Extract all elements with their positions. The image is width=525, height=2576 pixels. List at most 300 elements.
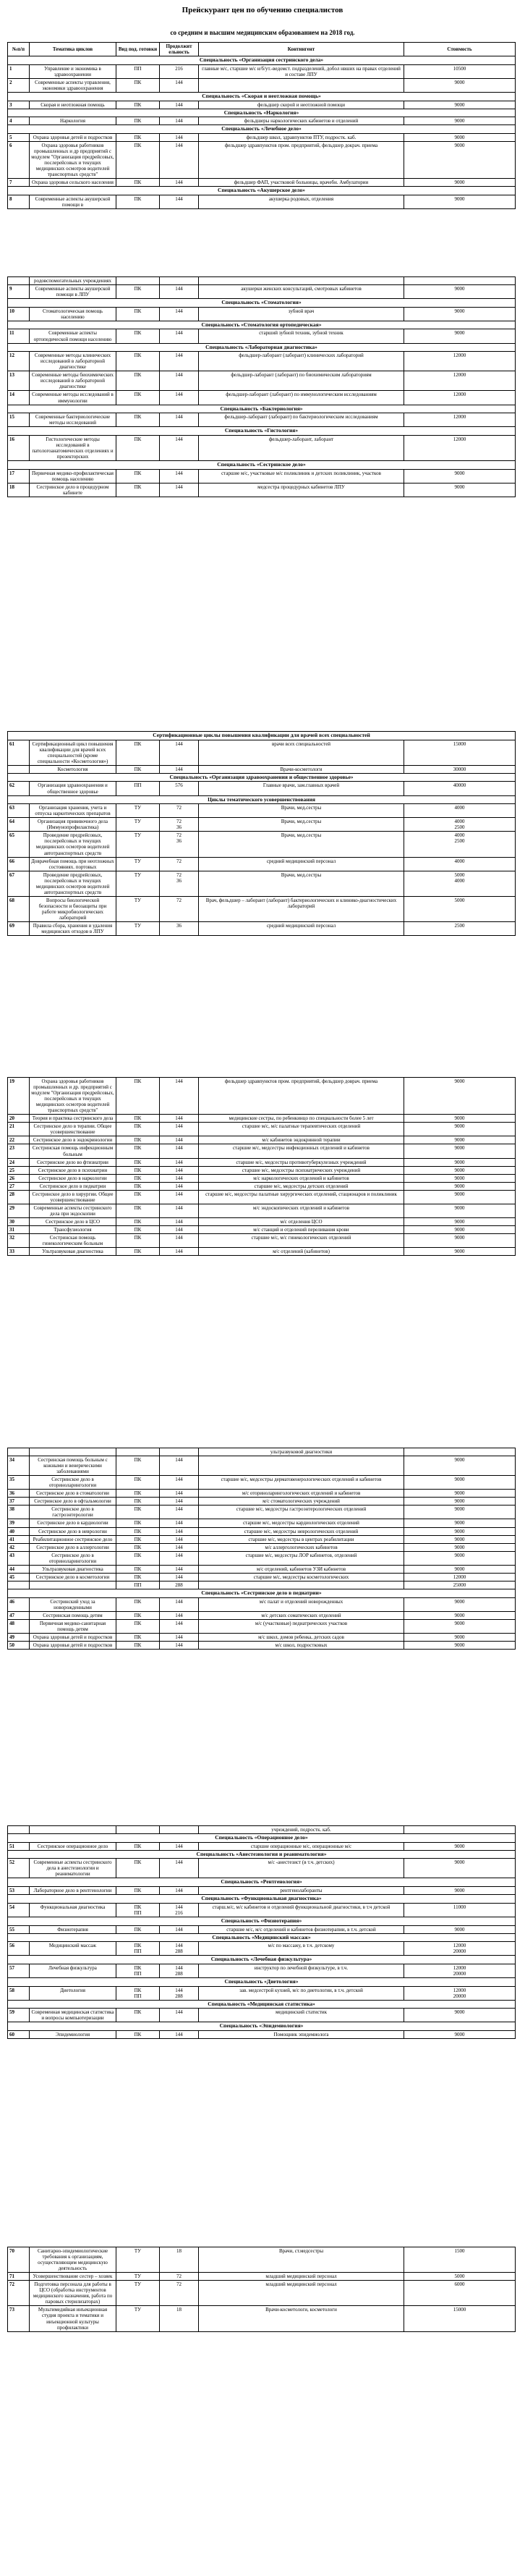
cell-topic: Физиотерапия <box>30 1925 116 1933</box>
table-row <box>8 1527 516 1535</box>
cell-contingent <box>199 1456 404 1476</box>
table-row <box>8 195 516 208</box>
cell-training-type: ПК <box>116 1519 160 1527</box>
cell-topic: Усовершенствование сестер – хозяек <box>30 2273 116 2281</box>
cell-contingent: м/с школ, домов ребенка, детских садов <box>199 1633 404 1641</box>
cell-number: 23 <box>8 1144 30 1158</box>
cell-cost: 9000 <box>404 1217 516 1225</box>
cell-number: 56 <box>8 1942 30 1956</box>
cell-number: 22 <box>8 1136 30 1144</box>
cell-duration: 144 <box>160 307 199 321</box>
cell-number: 73 <box>8 2306 30 2331</box>
cell-cost: 9000 <box>404 1115 516 1123</box>
cell-duration: 144 <box>160 371 199 391</box>
cell-training-type: ПК <box>116 1859 160 1878</box>
section-title: Специальность «Бактериология» <box>8 405 516 413</box>
cell-contingent: старшие м/с, медсестры кардиологических отделений <box>199 1519 404 1527</box>
cell-training-type: ТУ <box>116 896 160 921</box>
cell-duration: 72 <box>160 2281 199 2306</box>
cell-topic: Сестринское дело в терапии. Общее усовершенствование <box>30 1123 116 1136</box>
column-header: Стоимость <box>404 43 516 56</box>
cell-topic: Сестринское дело в хирургии. Общее усовершенствование <box>30 1190 116 1204</box>
cell-number: 60 <box>8 2031 30 2039</box>
cell-duration: 216 <box>160 64 199 78</box>
cell-training-type: ПК <box>116 117 160 125</box>
cell-number: 53 <box>8 1887 30 1895</box>
cell-cost: 12000 20000 <box>404 1986 516 2000</box>
cell-duration: 144 288 <box>160 1986 199 2000</box>
cell-topic: Сестринское дело в аллергологии <box>30 1543 116 1551</box>
cell-topic: Сестринское дело в косметологии <box>30 1573 116 1581</box>
section-title: Специальность «Сестринское дело в педиатрии» <box>8 1589 516 1597</box>
section-header-row <box>8 1834 516 1843</box>
cell-training-type: ПК ПП <box>116 1986 160 2000</box>
cell-cost: 9000 <box>404 1234 516 1248</box>
cell-number: 42 <box>8 1543 30 1551</box>
cell-number: 20 <box>8 1115 30 1123</box>
cell-duration: 144 <box>160 435 199 460</box>
cell-training-type: ПК <box>116 1565 160 1573</box>
cell-contingent: Главные врачи, зам.главных врачей <box>199 782 404 795</box>
table-row <box>8 285 516 299</box>
cell-topic: Современные аспекты акушерской помощи в ЛПУ <box>30 285 116 299</box>
cell-duration: 144 <box>160 1551 199 1565</box>
cell-topic: Первичная медико-профилактическая помощь населению <box>30 469 116 483</box>
cell-topic: Эпидемиология <box>30 2031 116 2039</box>
price-table <box>7 1825 516 2039</box>
cell-contingent: м/с детских соматических отделений <box>199 1611 404 1619</box>
section-title: Специальность «Сестринское дело» <box>8 461 516 470</box>
cell-topic: Организация хранения, учета и отпуска наркотических препаратов <box>30 804 116 818</box>
cell-contingent: зубной врач <box>199 307 404 321</box>
cell-training-type: ПК <box>116 1619 160 1633</box>
cell-training-type: ТУ <box>116 818 160 832</box>
cell-topic: Сестринское дело в офтальмологии <box>30 1498 116 1506</box>
cell-cost <box>404 1826 516 1834</box>
section-title: Специальность «Стоматология ортопедическая» <box>8 321 516 329</box>
cell-cost: 9000 <box>404 1535 516 1543</box>
cell-duration: 144 <box>160 285 199 299</box>
cell-contingent: Врачи, ст.медсестры <box>199 2247 404 2273</box>
cell-contingent: старшие м/с, участковые м/с поликлиник и детских поликлиник, участков <box>199 469 404 483</box>
cell-cost: 9000 <box>404 1166 516 1174</box>
cell-training-type: ПК <box>116 435 160 460</box>
cell-cost: 9000 <box>404 1248 516 1256</box>
table-row <box>8 1925 516 1933</box>
cell-cost: 9000 <box>404 1506 516 1519</box>
cell-cost: 9000 <box>404 285 516 299</box>
cell-topic: Сестринское дело во фтизиатрии <box>30 1158 116 1166</box>
table-row <box>8 1964 516 1977</box>
cell-topic: Трансфузиология <box>30 1225 116 1233</box>
cell-topic: Современные аспекты акушерской помощи в <box>30 195 116 208</box>
cell-training-type: ПК <box>116 1456 160 1476</box>
table-row <box>8 1225 516 1233</box>
cell-number: 71 <box>8 2273 30 2281</box>
cell-cost: 12000 <box>404 371 516 391</box>
cell-cost: 9000 <box>404 1925 516 1933</box>
cell-contingent: средний медицинский персонал <box>199 857 404 871</box>
cell-duration: 288 <box>160 1581 199 1589</box>
cell-duration: 144 <box>160 2031 199 2039</box>
cell-number: 9 <box>8 285 30 299</box>
table-row <box>8 1115 516 1123</box>
cell-training-type: ПК ПП <box>116 1903 160 1917</box>
table-row <box>8 352 516 371</box>
cell-contingent: старшие м/с, м/с отделений и кабинетов физиотерапии, в т.ч. детской <box>199 1925 404 1933</box>
cell-contingent: медицинские сестры, по ребенкинцо по специальности более 5 лет <box>199 1115 404 1123</box>
cell-training-type: ПК <box>116 1543 160 1551</box>
cell-duration: 144 <box>160 469 199 483</box>
cell-contingent: фельдшер-лаборант (лаборант) по биохимическим лабораториям <box>199 371 404 391</box>
cell-topic <box>30 1448 116 1456</box>
cell-cost: 12000 20000 <box>404 1942 516 1956</box>
cell-duration: 144 <box>160 1887 199 1895</box>
cell-training-type: ПК <box>116 2009 160 2022</box>
section-title: Специальность «Лечебное дело» <box>8 125 516 134</box>
table-row <box>8 435 516 460</box>
cell-number: 3 <box>8 101 30 109</box>
section-title: Специальность «Организация здравоохранения и общественное здоровье» <box>8 773 516 782</box>
table-row <box>8 857 516 871</box>
cell-cost: 4000 <box>404 857 516 871</box>
cell-cost: 9000 <box>404 1123 516 1136</box>
cell-number: 63 <box>8 804 30 818</box>
cell-topic: Сестринское дело в процедурном кабинете <box>30 483 116 497</box>
cell-contingent: фельдшер здравпунктов пром. предприятий, фельдшер докрач. приема <box>199 141 404 178</box>
cell-contingent: инструктор по лечебной физкультуре, в т.ч. <box>199 1964 404 1977</box>
table-row <box>8 1619 516 1633</box>
table-row <box>8 2031 516 2039</box>
table-row <box>8 1887 516 1895</box>
cell-training-type: ПК <box>116 1633 160 1641</box>
cell-topic: Современные методы биохимических исследований в лабораторной диагностике <box>30 371 116 391</box>
cell-training-type: ПК <box>116 740 160 765</box>
table-row <box>8 922 516 936</box>
cell-duration <box>160 277 199 285</box>
cell-cost: 9000 <box>404 1144 516 1158</box>
cell-topic: Теория и практика сестринского дела <box>30 1115 116 1123</box>
section-header-row <box>8 109 516 117</box>
section-header-row <box>8 405 516 413</box>
table-row <box>8 1581 516 1589</box>
cell-cost: 9000 <box>404 1498 516 1506</box>
cell-duration: 72 36 <box>160 871 199 896</box>
cell-contingent: фельдшеры наркологических кабинетов и отделений <box>199 117 404 125</box>
column-header: Продолжит ельность <box>160 43 199 56</box>
cell-duration: 144 <box>160 101 199 109</box>
cell-topic: Стоматологическая помощь населению <box>30 307 116 321</box>
table-row <box>8 1248 516 1256</box>
cell-cost: 11000 <box>404 1903 516 1917</box>
cell-contingent: м/с отделений, кабинетов УЗИ кабинетов <box>199 1565 404 1573</box>
cell-topic: Скорая и неотложная помощь <box>30 101 116 109</box>
cell-training-type: ТУ <box>116 857 160 871</box>
cell-cost: 5000 <box>404 2273 516 2281</box>
cell-cost: 25000 <box>404 1581 516 1589</box>
cell-contingent: главные м/с, старшие м/с и/б/ут.-ведомст. подразделений, добол нвших на правах отделений и составе ЛПУ <box>199 64 404 78</box>
cell-number: 38 <box>8 1506 30 1519</box>
cell-training-type: ТУ <box>116 2273 160 2281</box>
cell-duration: 144 <box>160 1225 199 1233</box>
cell-number: 2 <box>8 78 30 92</box>
cell-contingent: фельдшер-лаборант (лаборант) по иммунологическим исследованиям <box>199 391 404 405</box>
table-row <box>8 1498 516 1506</box>
cell-topic: Сестринское дело в наркологии <box>30 1174 116 1182</box>
column-header: Вид под. готовки <box>116 43 160 56</box>
cell-cost: 6000 <box>404 2281 516 2306</box>
cell-contingent: старш.м/с, м/с кабинетов и отделений функциональной диагностики, в т.ч детской <box>199 1903 404 1917</box>
cell-number: 36 <box>8 1490 30 1498</box>
cell-training-type: ПК <box>116 413 160 427</box>
cell-topic: родовспомогательных учреждениях <box>30 277 116 285</box>
cell-topic: Ультразвуковая диагностика <box>30 1565 116 1573</box>
cell-cost: 2500 <box>404 922 516 936</box>
section-header-row <box>8 1878 516 1887</box>
section-header-row <box>8 732 516 740</box>
cell-topic: Лабораторное дело в рентгенологии <box>30 1887 116 1895</box>
cell-cost: 9000 <box>404 1565 516 1573</box>
cell-number <box>8 1448 30 1456</box>
cell-number <box>8 1826 30 1834</box>
cell-cost: 9000 <box>404 1519 516 1527</box>
cell-number: 39 <box>8 1519 30 1527</box>
cell-cost: 4000 2500 <box>404 832 516 857</box>
cell-contingent: старшие м/с, медсестры противотуберкулезных учреждений <box>199 1158 404 1166</box>
cell-topic: Охрана здоровья сельского населения <box>30 179 116 187</box>
cell-number: 65 <box>8 832 30 857</box>
cell-topic: Охрана здоровья детей и подростков <box>30 1633 116 1641</box>
table-row <box>8 2281 516 2306</box>
cell-cost: 9000 <box>404 483 516 497</box>
table-row <box>8 782 516 795</box>
cell-cost: 9000 <box>404 469 516 483</box>
cell-duration: 144 <box>160 1565 199 1573</box>
cell-cost: 9000 <box>404 1859 516 1878</box>
cell-training-type: ПК ПП <box>116 1942 160 1956</box>
cell-number <box>8 277 30 285</box>
cell-cost: 9000 <box>404 133 516 141</box>
cell-number: 1 <box>8 64 30 78</box>
cell-cost: 9000 <box>404 1190 516 1204</box>
cell-number: 69 <box>8 922 30 936</box>
table-row <box>8 469 516 483</box>
cell-duration: 144 <box>160 329 199 343</box>
cell-contingent: старшие м/с, медсестры ЛОР кабинетов, отделений <box>199 1551 404 1565</box>
cell-number: 16 <box>8 435 30 460</box>
cell-cost <box>404 1448 516 1456</box>
cell-duration: 144 <box>160 1456 199 1476</box>
cell-contingent: младший медицинский персонал <box>199 2273 404 2281</box>
cell-contingent: средний медицинский персонал <box>199 922 404 936</box>
cell-topic: Сестринское дело в кардиологии <box>30 1519 116 1527</box>
cell-duration: 144 <box>160 1174 199 1182</box>
cell-number: 64 <box>8 818 30 832</box>
table-row <box>8 1490 516 1498</box>
section-title: Специальность «Рентгенология» <box>8 1878 516 1887</box>
cell-training-type: ПК <box>116 1115 160 1123</box>
cell-topic: Охрана здоровья детей и подростков <box>30 133 116 141</box>
cell-cost: 12000 <box>404 1573 516 1581</box>
cell-number: 58 <box>8 1986 30 2000</box>
cell-duration: 144 <box>160 1158 199 1166</box>
cell-cost: 5000 <box>404 896 516 921</box>
cell-topic: Сестринская помощь гинекологическим больным <box>30 1234 116 1248</box>
cell-number: 18 <box>8 483 30 497</box>
cell-contingent: фельдшер школ, здравпунктов ПТУ, подростк. каб. <box>199 133 404 141</box>
cell-duration: 144 <box>160 2009 199 2022</box>
table-row <box>8 1506 516 1519</box>
cell-number: 61 <box>8 740 30 765</box>
cell-number: 24 <box>8 1158 30 1166</box>
section-header-row <box>8 795 516 804</box>
cell-training-type: ПК <box>116 1248 160 1256</box>
cell-number: 49 <box>8 1633 30 1641</box>
section-title: Специальность «Эпидемиология» <box>8 2022 516 2031</box>
cell-cost <box>404 277 516 285</box>
cell-training-type: ТУ <box>116 804 160 818</box>
cell-cost: 10500 <box>404 64 516 78</box>
cell-contingent: м/с отделения ЦСО <box>199 1217 404 1225</box>
cell-topic: Косметология <box>30 765 116 773</box>
cell-duration: 144 <box>160 1519 199 1527</box>
table-row <box>8 371 516 391</box>
cell-cost: 12000 <box>404 435 516 460</box>
cell-number: 51 <box>8 1842 30 1850</box>
cell-contingent: м/с -анестезист (в т.ч. детских) <box>199 1859 404 1878</box>
cell-duration: 144 <box>160 1619 199 1633</box>
table-row <box>8 1986 516 2000</box>
table-row <box>8 1078 516 1115</box>
cell-duration: 144 <box>160 1248 199 1256</box>
table-row <box>8 1144 516 1158</box>
cell-duration: 144 <box>160 1217 199 1225</box>
cell-cost: 9000 <box>404 179 516 187</box>
section-header-row <box>8 1977 516 1986</box>
section-header-row <box>8 321 516 329</box>
cell-topic <box>30 1581 116 1589</box>
cell-cost: 9000 <box>404 1182 516 1190</box>
table-row <box>8 64 516 78</box>
cell-contingent: м/с палат и отделений новорожденных <box>199 1597 404 1611</box>
cell-duration: 144 <box>160 1597 199 1611</box>
cell-contingent: м/с кабинетов эндокринной терапии <box>199 1136 404 1144</box>
cell-number: 5 <box>8 133 30 141</box>
cell-training-type: ПК <box>116 1217 160 1225</box>
cell-duration: 144 <box>160 740 199 765</box>
price-table <box>7 42 516 209</box>
table-row <box>8 141 516 178</box>
document-subtitle: со средним и высшим медицинским образованием на 2018 год. <box>170 29 355 36</box>
cell-training-type: ПК <box>116 352 160 371</box>
cell-contingent: фельдшер-лаборант (лаборант) клинических лабораторий <box>199 352 404 371</box>
table-row <box>8 871 516 896</box>
table-row <box>8 896 516 921</box>
table-row <box>8 78 516 92</box>
cell-number: 44 <box>8 1565 30 1573</box>
table-row <box>8 101 516 109</box>
cell-number: 57 <box>8 1964 30 1977</box>
section-header-row <box>8 1589 516 1597</box>
section-header-row <box>8 1895 516 1904</box>
cell-duration: 144 <box>160 1506 199 1519</box>
cell-training-type: ПК <box>116 1078 160 1115</box>
cell-training-type: ПК <box>116 141 160 178</box>
cell-training-type: ПК <box>116 1498 160 1506</box>
table-row <box>8 1456 516 1476</box>
cell-contingent: рентгенолаборанты <box>199 1887 404 1895</box>
section-header-row <box>8 343 516 352</box>
cell-contingent: старшие м/с, м/с палатные терапевтических отделений <box>199 1123 404 1136</box>
cell-training-type: ПК <box>116 1597 160 1611</box>
table-row <box>8 483 516 497</box>
cell-number: 47 <box>8 1611 30 1619</box>
cell-topic: Наркология <box>30 117 116 125</box>
cell-contingent: ультразвуковой диагностики <box>199 1448 404 1456</box>
cell-duration: 144 <box>160 1234 199 1248</box>
cell-number: 41 <box>8 1535 30 1543</box>
cell-training-type: ПК <box>116 1535 160 1543</box>
cell-number: 66 <box>8 857 30 871</box>
cell-duration: 144 <box>160 1573 199 1581</box>
cell-duration: 144 <box>160 1204 199 1217</box>
cell-topic: Доврачебная помощь при неотложных состояниях. портовых <box>30 857 116 871</box>
cell-contingent: м/с отделений (кабинетов) <box>199 1248 404 1256</box>
cell-number: 37 <box>8 1498 30 1506</box>
cell-duration: 576 <box>160 782 199 795</box>
cell-training-type: ПК <box>116 1641 160 1649</box>
cell-duration <box>160 1448 199 1456</box>
cell-number: 14 <box>8 391 30 405</box>
cell-number: 70 <box>8 2247 30 2273</box>
cell-topic: Охрана здоровья работников промышленных и др предприятий с модулем "Организация предрейсовых, послерейсовых и текущих медицинских осмотров водителей транспортных средств" <box>30 141 116 178</box>
table-row <box>8 1476 516 1490</box>
cell-topic: Современные аспекты ортопедической помощи населению <box>30 329 116 343</box>
cell-duration: 144 288 <box>160 1942 199 1956</box>
cell-training-type: ПК <box>116 329 160 343</box>
cell-number: 28 <box>8 1190 30 1204</box>
cell-contingent <box>199 78 404 92</box>
cell-training-type: ПК <box>116 1506 160 1519</box>
cell-contingent: Врачи, мед.сестры <box>199 818 404 832</box>
cell-topic: Функциональная диагностика <box>30 1903 116 1917</box>
cell-duration: 144 <box>160 1498 199 1506</box>
cell-cost: 9000 <box>404 1641 516 1649</box>
table-row <box>8 740 516 765</box>
cell-contingent: старшие м/с, медсестры инфекционных отделений и кабинетов <box>199 1144 404 1158</box>
cell-cost: 9000 <box>404 78 516 92</box>
cell-topic: Ультразвуковая диагностика <box>30 1248 116 1256</box>
cell-training-type: ПК <box>116 1925 160 1933</box>
cell-cost: 9000 <box>404 1174 516 1182</box>
cell-topic: Сестринское операционное дело <box>30 1842 116 1850</box>
cell-duration: 144 <box>160 1527 199 1535</box>
cell-contingent: Врачи, мед.сестры <box>199 832 404 857</box>
cell-duration: 144 <box>160 1535 199 1543</box>
table-row <box>8 117 516 125</box>
cell-topic: Сестринская помощь инфекционным больным <box>30 1144 116 1158</box>
table-row <box>8 1136 516 1144</box>
cell-contingent: старшие м/с, медсестры в центрах реабилитации <box>199 1535 404 1543</box>
cell-training-type: ТУ <box>116 871 160 896</box>
cell-duration: 144 <box>160 1115 199 1123</box>
cell-cost: 4000 <box>404 804 516 818</box>
table-row <box>8 329 516 343</box>
cell-cost: 9000 <box>404 195 516 208</box>
cell-duration: 144 <box>160 1182 199 1190</box>
cell-contingent: врачи всех специальностей <box>199 740 404 765</box>
cell-cost: 9000 <box>404 1543 516 1551</box>
